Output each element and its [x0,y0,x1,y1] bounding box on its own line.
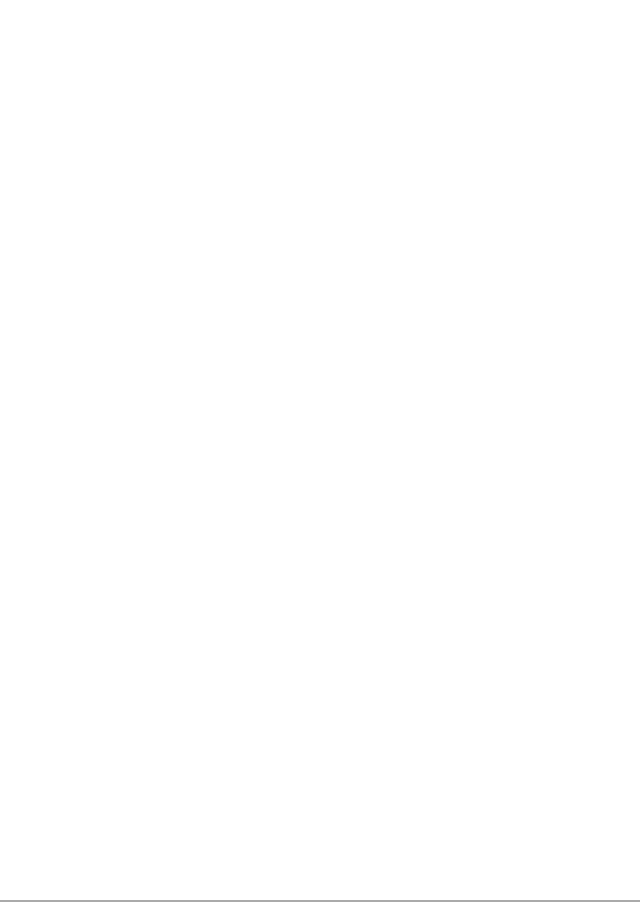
rotated-table [110,64,574,833]
scan-edge [0,900,640,902]
